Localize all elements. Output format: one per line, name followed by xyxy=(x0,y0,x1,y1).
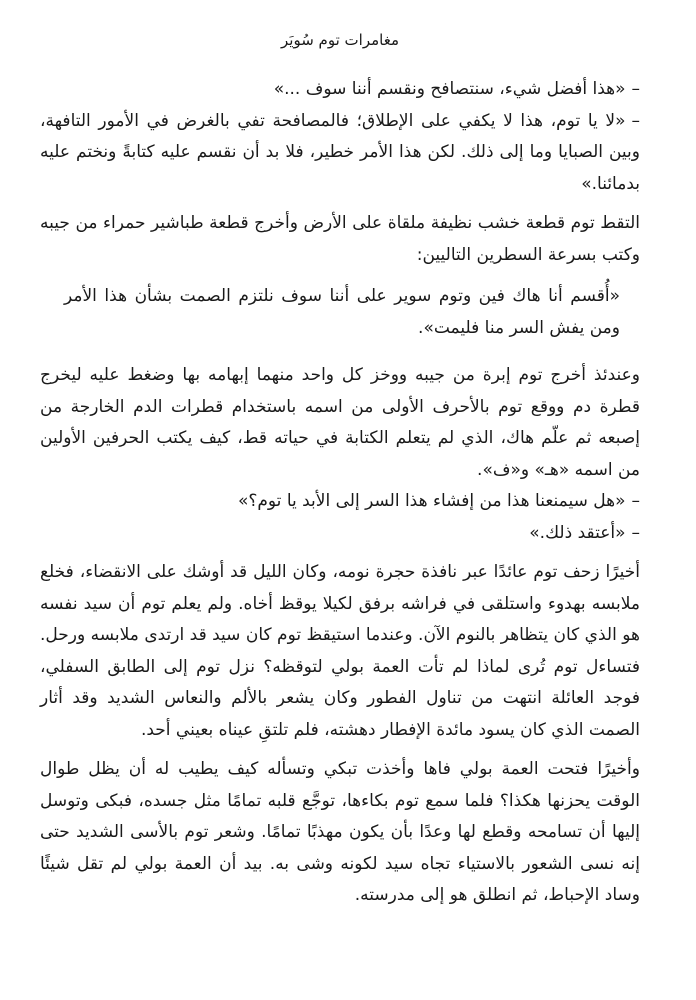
dialogue-line xyxy=(40,518,640,550)
narration-paragraph: أخيرًا زحف توم عائدًا عبر نافذة حجرة نومه، وكان الليل قد أوشك على الانقضاء، فخلع ملابسه بهدوء واستلقى في فراشه برفق لكيلا يوقظ أخاه. ولم يعلم توم أن سيد نفسه هو الذي كان يتظاهر بالنوم الآن. وعندما استيقظ توم كان سيد قد ارتدى ملابسه ورحل. فتساءل توم تُرى لماذا لم تأت العمة بولي لتوقظه؟ نزل توم إلى الطابق السفلي، فوجد العائلة انتهت من تناول الفطور وكان يشعر بالألم والنعاس الشديد وقد أثار الصمت الذي كان يسود مائدة الإفطار دهشته، فلم تلتقِ عيناه بعيني أحد. xyxy=(40,562,640,740)
running-header: مغامرات توم سُويَر xyxy=(281,31,399,49)
dialogue-line xyxy=(40,74,640,106)
dialogue-text: «هذا أفضل شيء، سنتصافح ونقسم أننا سوف ...» xyxy=(273,79,626,99)
dialogue-text: «أعتقد ذلك.» xyxy=(529,522,626,543)
dialogue-dash: – xyxy=(631,491,640,511)
book-page xyxy=(40,30,640,970)
dialogue-text: «هل سيمنعنا هذا من إفشاء هذا السر إلى الأبد يا توم؟» xyxy=(237,491,626,511)
dialogue-dash: – xyxy=(631,110,640,131)
dialogue-text: «لا يا توم، هذا لا يكفي على الإطلاق؛ فالمصافحة تفي بالغرض في الأمور التافهة، وبين الصبايا وما إلى ذلك. لكن هذا الأمر خطير، فلا بد أن نقسم عليه كتابةً ونختم عليه بدمائنا.» xyxy=(40,110,640,194)
narration-paragraph: وأخيرًا فتحت العمة بولي فاها وأخذت تبكي وتسأله كيف يطيب له أن يظل طوال الوقت يحزنها هكذا؟ فلما سمع توم بكاءها، توجَّع قلبه تمامًا مثل جسده، فبكى وتوسل إليها أن تسامحه وقطع لها وعدًا بأن يكون مهذبًا تمامًا. وشعر توم بالأسى الشديد حتى إنه نسى الشعور بالاستياء تجاه سيد لكونه وشى به. بيد أن العمة بولي لم تقل شيئًا وساد الإحباط، ثم انطلق هو إلى مدرسته. xyxy=(40,759,640,905)
dialogue-dash: – xyxy=(631,522,640,543)
narration-paragraph: التقط توم قطعة خشب نظيفة ملقاة على الأرض وأخرج قطعة طباشير حمراء من جيبه وكتب بسرعة السطرين التاليين: xyxy=(40,213,640,265)
dialogue-dash: – xyxy=(631,79,640,99)
dialogue-line xyxy=(40,486,640,518)
narration-paragraph: وعندئذ أخرج توم إبرة من جيبه ووخز كل واحد منهما إبهامه بها وضغط عليه ليخرج قطرة دم ووقع توم بالأحرف الأولى من اسمه باستخدام قطرات الدم الخارجة من إصبعه ثم علّم هاك، الذي لم يتعلم الكتابة في حياته قط، كيف يكتب الحرفين الأولين من اسمه «هـ» و«ف». xyxy=(40,365,640,480)
oath-quote: «أُقسم أنا هاك فين وتوم سوير على أننا سوف نلتزم الصمت بشأن هذا الأمر ومن يفش السر منا فليمت». xyxy=(64,286,620,338)
dialogue-line xyxy=(40,106,640,201)
